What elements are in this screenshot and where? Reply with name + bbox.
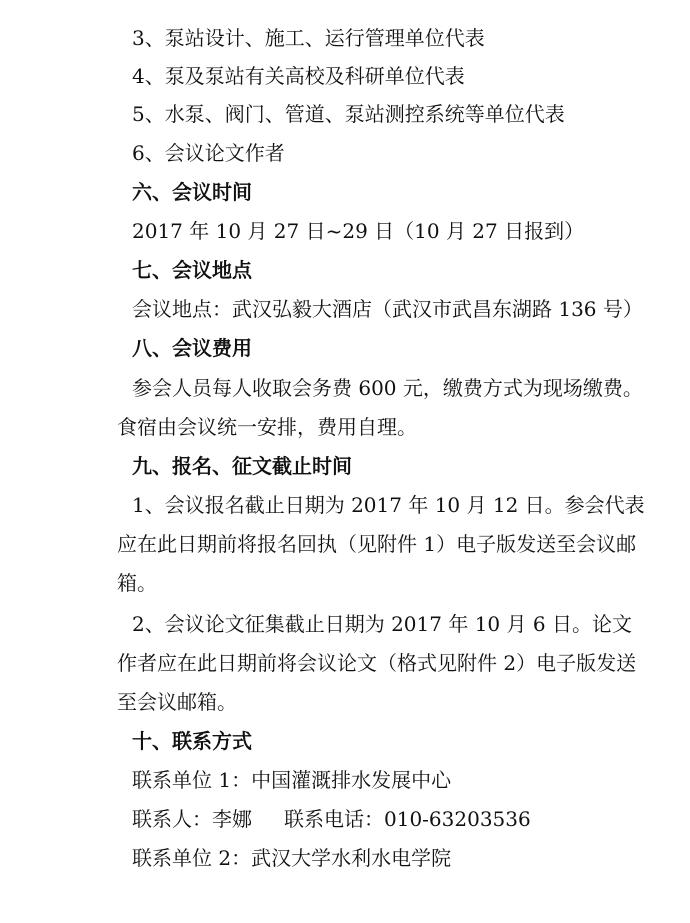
list-item-5: 5、水泵、阀门、管道、泵站测控系统等单位代表	[132, 102, 565, 126]
list-item-4: 4、泵及泵站有关高校及科研单位代表	[132, 64, 465, 88]
fee-paragraph-line-2: 食宿由会议统一安排，费用自理。	[117, 415, 417, 439]
list-item-6: 6、会议论文作者	[132, 141, 285, 165]
deadline-item-2-line-2: 作者应在此日期前将会议论文（格式见附件 2）电子版发送	[117, 651, 637, 675]
meeting-time-text: 2017 年 10 月 27 日~29 日（10 月 27 日报到）	[132, 219, 585, 243]
section-heading-time: 六、会议时间	[132, 180, 252, 204]
deadline-item-1-line-3: 箱。	[117, 571, 157, 595]
deadline-item-2-line-3: 至会议邮箱。	[117, 690, 237, 714]
contact-person: 联系人：李娜	[132, 807, 252, 831]
deadline-item-1-line-2: 应在此日期前将报名回执（见附件 1）电子版发送至会议邮	[117, 532, 637, 556]
deadline-item-2-line-1: 2、会议论文征集截止日期为 2017 年 10 月 6 日。论文	[132, 612, 632, 636]
section-heading-location: 七、会议地点	[132, 258, 252, 282]
contact-phone: 联系电话：010-63203536	[284, 807, 531, 831]
meeting-location-text: 会议地点：武汉弘毅大酒店（武汉市武昌东湖路 136 号）	[132, 297, 643, 321]
list-item-3: 3、泵站设计、施工、运行管理单位代表	[132, 26, 485, 50]
deadline-item-1-line-1: 1、会议报名截止日期为 2017 年 10 月 12 日。参会代表	[132, 493, 645, 517]
contact-unit-1: 联系单位 1：中国灌溉排水发展中心	[132, 768, 452, 792]
section-heading-fee: 八、会议费用	[132, 336, 252, 360]
fee-paragraph-line-1: 参会人员每人收取会务费 600 元，缴费方式为现场缴费。	[132, 376, 643, 400]
section-heading-deadline: 九、报名、征文截止时间	[132, 454, 352, 478]
contact-person-line	[132, 807, 531, 831]
section-heading-contact: 十、联系方式	[132, 729, 252, 753]
contact-unit-2: 联系单位 2：武汉大学水利水电学院	[132, 846, 452, 870]
